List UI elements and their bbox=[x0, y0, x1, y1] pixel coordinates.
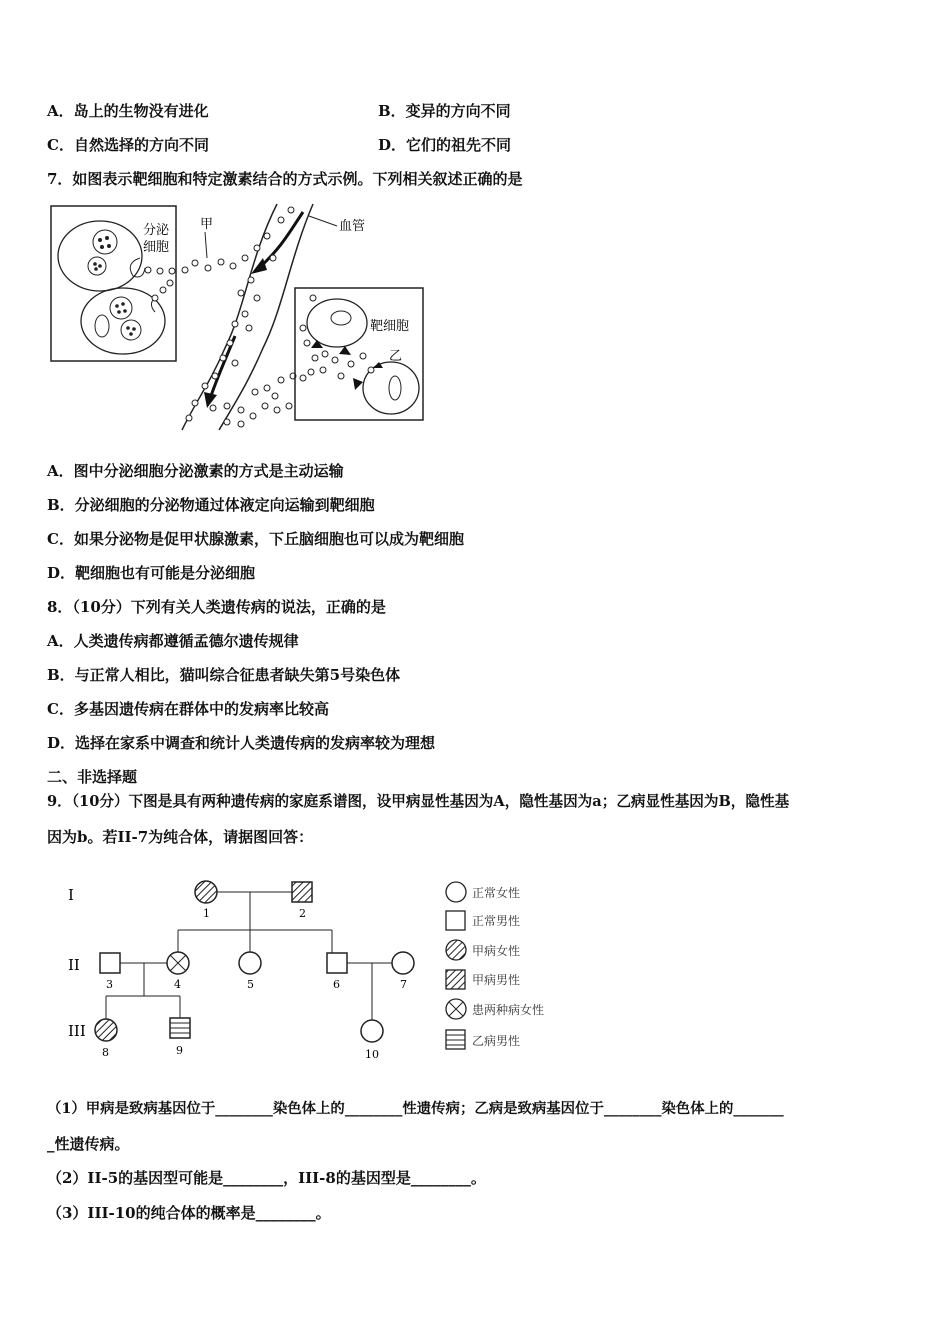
legend-normal-female-icon bbox=[446, 882, 466, 902]
label-5: 5 bbox=[247, 978, 254, 991]
yi-label: 乙 bbox=[389, 349, 403, 364]
q6-option-a: A．岛上的生物没有进化 bbox=[47, 102, 209, 120]
legend-both-female: 患两种病女性 bbox=[472, 1003, 545, 1017]
q8-option-d: D．选择在家系中调查和统计人类遗传病的发病率较为理想 bbox=[47, 734, 436, 752]
q9-sub2: （2）II-5的基因型可能是________，III-8的基因型是________。 bbox=[47, 1169, 486, 1187]
q9-sub1-line1: （1）甲病是致病基因位于________染色体上的________性遗传病；乙病是致病基因位于________染色体上的_______ bbox=[47, 1100, 784, 1117]
individual-II-6 bbox=[327, 953, 347, 973]
label-1: 1 bbox=[203, 907, 210, 920]
q9-sub1-line2: _性遗传病。 bbox=[47, 1135, 130, 1153]
label-7: 7 bbox=[400, 978, 407, 991]
label-10: 10 bbox=[365, 1048, 379, 1061]
q6-option-c: C．自然选择的方向不同 bbox=[47, 136, 209, 154]
target-cell-upper bbox=[307, 299, 367, 347]
q6-option-d: D．它们的祖先不同 bbox=[378, 136, 512, 154]
individual-II-7 bbox=[392, 952, 414, 974]
q7-stem: 7．如图表示靶细胞和特定激素结合的方式示例。下列相关叙述正确的是 bbox=[47, 170, 523, 188]
individual-III-8 bbox=[95, 1019, 117, 1041]
q7-option-b: B．分泌细胞的分泌物通过体液定向运输到靶细胞 bbox=[47, 496, 375, 514]
legend-yi-male: 乙病男性 bbox=[472, 1034, 521, 1048]
pedigree-chart bbox=[60, 870, 580, 1065]
vessel-label: 血管 bbox=[339, 219, 366, 234]
label-3: 3 bbox=[106, 978, 113, 991]
individual-III-10 bbox=[361, 1020, 383, 1042]
legend-normal-female: 正常女性 bbox=[472, 886, 521, 900]
jia-label: 甲 bbox=[200, 217, 214, 232]
legend-normal-male-icon bbox=[446, 911, 465, 930]
q7-option-a: A．图中分泌细胞分泌激素的方式是主动运输 bbox=[47, 462, 344, 480]
q8-stem: 8．（10分）下列有关人类遗传病的说法，正确的是 bbox=[47, 598, 386, 616]
legend-normal-male: 正常男性 bbox=[472, 914, 521, 928]
target-label: 靶细胞 bbox=[370, 319, 410, 334]
legend-jia-male-icon bbox=[446, 970, 465, 989]
q6-option-b: B．变异的方向不同 bbox=[378, 102, 511, 120]
individual-II-3 bbox=[100, 953, 120, 973]
gen-label-2: II bbox=[68, 956, 80, 974]
legend-jia-female-icon bbox=[446, 940, 466, 960]
label-4: 4 bbox=[174, 978, 181, 991]
hormone-target-figure bbox=[45, 198, 435, 438]
q8-option-b: B．与正常人相比，猫叫综合征患者缺失第5号染色体 bbox=[47, 666, 401, 684]
label-2: 2 bbox=[299, 907, 306, 920]
q7-option-d: D．靶细胞也有可能是分泌细胞 bbox=[47, 564, 256, 582]
q9-stem-line2: 因为b。若II-7为纯合体，请据图回答： bbox=[47, 828, 314, 846]
vessel-wall-left bbox=[182, 204, 277, 430]
q7-option-c: C．如果分泌物是促甲状腺激素，下丘脑细胞也可以成为靶细胞 bbox=[47, 530, 464, 548]
q9-sub3: （3）III-10的纯合体的概率是________。 bbox=[47, 1204, 331, 1222]
section-heading: 二、非选择题 bbox=[47, 768, 138, 786]
individual-II-5 bbox=[239, 952, 261, 974]
legend-jia-male: 甲病男性 bbox=[472, 973, 521, 987]
individual-I-2 bbox=[292, 882, 312, 902]
gen-label-3: III bbox=[68, 1022, 86, 1040]
label-6: 6 bbox=[333, 978, 340, 991]
label-8: 8 bbox=[102, 1046, 109, 1059]
q9-stem-line1: 9．（10分）下图是具有两种遗传病的家庭系谱图，设甲病显性基因为A，隐性基因为a；乙病显性基因为B，隐性基 bbox=[47, 793, 790, 810]
q8-option-a: A．人类遗传病都遵循孟德尔遗传规律 bbox=[47, 632, 299, 650]
secretory-label-2: 细胞 bbox=[143, 240, 170, 255]
label-9: 9 bbox=[176, 1044, 183, 1057]
secretory-label-1: 分泌 bbox=[143, 223, 170, 238]
q8-option-c: C．多基因遗传病在群体中的发病率比较高 bbox=[47, 700, 329, 718]
individual-I-1 bbox=[195, 881, 217, 903]
gen-label-1: I bbox=[68, 886, 74, 904]
legend-jia-female: 甲病女性 bbox=[472, 944, 521, 958]
